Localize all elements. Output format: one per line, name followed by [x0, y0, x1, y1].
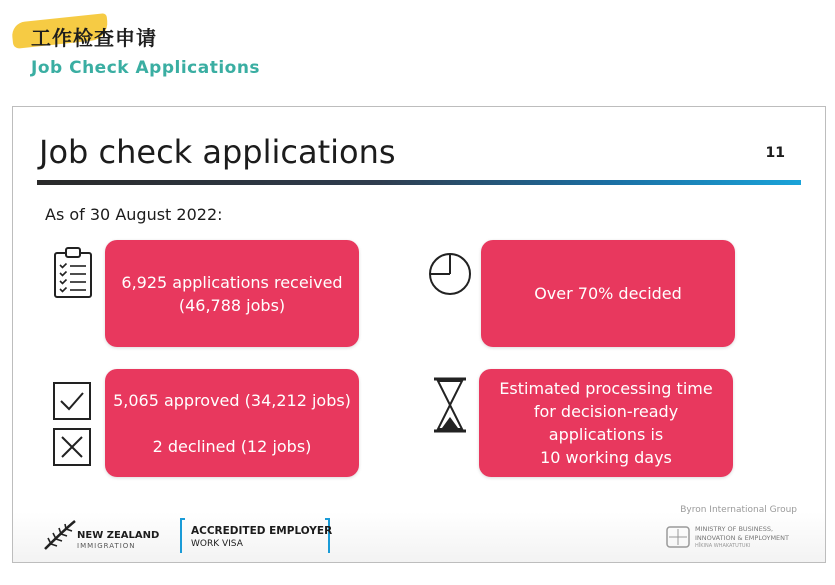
- received-count-text: 6,925 applications received: [121, 272, 343, 292]
- decided-card: [481, 240, 735, 347]
- nz-logo-name: NEW ZEALAND: [77, 530, 160, 541]
- slide-title: Job check applications: [39, 133, 396, 171]
- presentation-slide: [12, 106, 826, 563]
- pie-clock-icon: [427, 251, 473, 297]
- title-divider: [37, 180, 801, 185]
- cross-box-icon: [53, 428, 91, 466]
- page-title-english: Job Check Applications: [31, 58, 261, 78]
- slide-page-number: 11: [765, 145, 785, 161]
- received-jobs-text: (46,788 jobs): [178, 295, 286, 315]
- mbie-line-1: MINISTRY OF BUSINESS,: [695, 525, 774, 533]
- processing-line-2: for decision-ready: [533, 402, 679, 421]
- work-visa-text: WORK VISA: [191, 539, 243, 549]
- decided-text: Over 70% decided: [534, 284, 682, 303]
- fern-logo-icon: [43, 519, 77, 551]
- processing-line-1: Estimated processing time: [499, 379, 713, 398]
- accredited-employer-text: ACCREDITED EMPLOYER: [191, 525, 333, 537]
- hourglass-icon: [431, 377, 469, 433]
- mbie-line-2: INNOVATION & EMPLOYMENT: [695, 534, 789, 542]
- processing-time-card: [479, 369, 733, 477]
- applications-received-card: [105, 240, 359, 347]
- processing-line-4: 10 working days: [540, 448, 672, 467]
- checkmark-box-icon: [53, 382, 91, 420]
- page-title-chinese: 工作检查申请: [31, 26, 157, 50]
- crest-icon: [665, 525, 691, 549]
- as-of-date: As of 30 August 2022:: [45, 205, 223, 224]
- nz-logo-sub: IMMIGRATION: [77, 542, 136, 550]
- clipboard-checklist-icon: [53, 247, 93, 299]
- processing-line-3: applications is: [548, 425, 664, 444]
- watermark-text: Byron International Group: [680, 505, 797, 515]
- mbie-line-3: HĪKINA WHAKATUTUKI: [695, 543, 751, 549]
- declined-text: 2 declined (12 jobs): [152, 436, 312, 456]
- approved-text: 5,065 approved (34,212 jobs): [113, 390, 351, 410]
- approved-declined-card: [105, 369, 359, 477]
